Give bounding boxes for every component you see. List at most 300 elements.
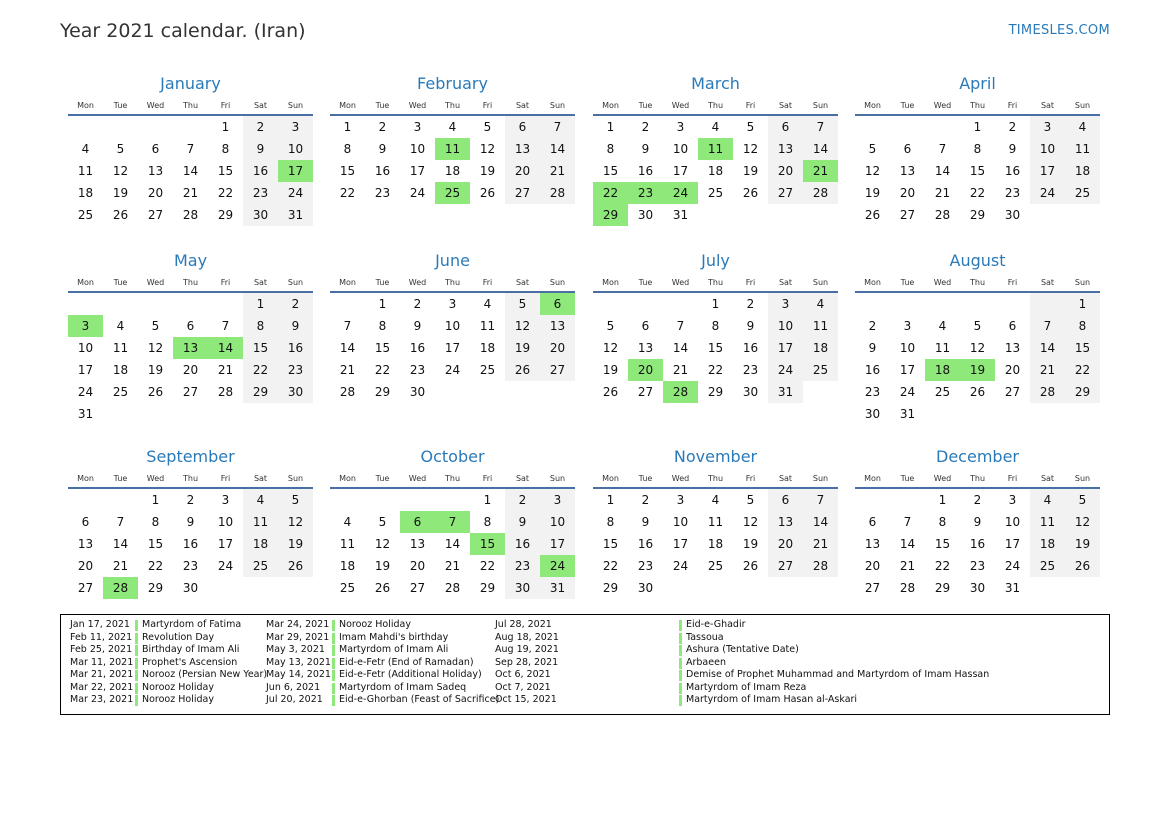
- calendar-day[interactable]: 28: [540, 182, 575, 204]
- calendar-day[interactable]: 6: [768, 489, 803, 511]
- calendar-day[interactable]: 7: [1030, 315, 1065, 337]
- calendar-day[interactable]: 15: [707, 341, 724, 355]
- calendar-day[interactable]: 3: [1008, 493, 1017, 507]
- calendar-day[interactable]: 9: [505, 511, 540, 533]
- calendar-day[interactable]: 12: [1065, 511, 1100, 533]
- calendar-day[interactable]: 18: [707, 164, 724, 178]
- holiday-day[interactable]: 14: [208, 337, 243, 359]
- calendar-day[interactable]: 5: [973, 319, 982, 333]
- calendar-day[interactable]: 11: [803, 315, 838, 337]
- calendar-day[interactable]: 5: [868, 142, 877, 156]
- calendar-day[interactable]: 13: [77, 537, 94, 551]
- calendar-day[interactable]: 11: [112, 341, 129, 355]
- calendar-day[interactable]: 12: [278, 511, 313, 533]
- calendar-day[interactable]: 21: [899, 559, 916, 573]
- calendar-day[interactable]: 8: [1065, 315, 1100, 337]
- calendar-day[interactable]: 3: [221, 493, 230, 507]
- calendar-day[interactable]: 14: [934, 164, 951, 178]
- calendar-day[interactable]: 21: [444, 559, 461, 573]
- calendar-day[interactable]: 14: [1030, 337, 1065, 359]
- calendar-day[interactable]: 31: [77, 407, 94, 421]
- calendar-day[interactable]: 18: [707, 537, 724, 551]
- calendar-day[interactable]: 14: [803, 511, 838, 533]
- calendar-day[interactable]: 6: [1008, 319, 1017, 333]
- calendar-day[interactable]: 18: [444, 164, 461, 178]
- calendar-day[interactable]: 9: [1008, 142, 1017, 156]
- calendar-day[interactable]: 29: [479, 581, 496, 595]
- calendar-day[interactable]: 20: [899, 186, 916, 200]
- calendar-day[interactable]: 17: [540, 533, 575, 555]
- calendar-day[interactable]: 10: [444, 319, 461, 333]
- calendar-day[interactable]: 14: [540, 138, 575, 160]
- calendar-day[interactable]: 29: [602, 581, 619, 595]
- calendar-day[interactable]: 24: [278, 182, 313, 204]
- calendar-day[interactable]: 30: [1004, 208, 1021, 222]
- calendar-day[interactable]: 7: [116, 515, 125, 529]
- calendar-day[interactable]: 8: [483, 515, 492, 529]
- calendar-day[interactable]: 2: [243, 116, 278, 138]
- calendar-day[interactable]: 10: [1004, 515, 1021, 529]
- calendar-day[interactable]: 1: [343, 120, 352, 134]
- calendar-day[interactable]: 22: [479, 559, 496, 573]
- calendar-day[interactable]: 13: [637, 341, 654, 355]
- calendar-day[interactable]: 17: [444, 341, 461, 355]
- calendar-day[interactable]: 16: [243, 160, 278, 182]
- calendar-day[interactable]: 23: [1004, 186, 1021, 200]
- calendar-day[interactable]: 12: [147, 341, 164, 355]
- calendar-day[interactable]: 22: [969, 186, 986, 200]
- calendar-day[interactable]: 28: [217, 385, 234, 399]
- holiday-day[interactable]: 17: [278, 160, 313, 182]
- calendar-day[interactable]: 25: [934, 385, 951, 399]
- calendar-day[interactable]: 1: [151, 493, 160, 507]
- calendar-day[interactable]: 16: [278, 337, 313, 359]
- calendar-day[interactable]: 1: [606, 493, 615, 507]
- calendar-day[interactable]: 19: [602, 363, 619, 377]
- calendar-day[interactable]: 11: [479, 319, 496, 333]
- calendar-day[interactable]: 6: [151, 142, 160, 156]
- calendar-day[interactable]: 6: [505, 116, 540, 138]
- calendar-day[interactable]: 15: [243, 337, 278, 359]
- holiday-day[interactable]: 13: [173, 337, 208, 359]
- calendar-day[interactable]: 25: [1030, 555, 1065, 577]
- holiday-day[interactable]: 28: [663, 381, 698, 403]
- calendar-day[interactable]: 4: [343, 515, 352, 529]
- calendar-day[interactable]: 27: [768, 555, 803, 577]
- calendar-day[interactable]: 4: [938, 319, 947, 333]
- calendar-day[interactable]: 8: [606, 515, 615, 529]
- calendar-day[interactable]: 10: [77, 341, 94, 355]
- calendar-day[interactable]: 12: [742, 142, 759, 156]
- calendar-day[interactable]: 19: [1065, 533, 1100, 555]
- calendar-day[interactable]: 5: [116, 142, 125, 156]
- calendar-day[interactable]: 14: [444, 537, 461, 551]
- calendar-day[interactable]: 13: [147, 164, 164, 178]
- calendar-day[interactable]: 1: [973, 120, 982, 134]
- calendar-day[interactable]: 15: [934, 537, 951, 551]
- calendar-day[interactable]: 1: [606, 120, 615, 134]
- calendar-day[interactable]: 13: [768, 511, 803, 533]
- calendar-day[interactable]: 15: [339, 164, 356, 178]
- calendar-day[interactable]: 1: [221, 120, 230, 134]
- calendar-day[interactable]: 2: [378, 120, 387, 134]
- calendar-day[interactable]: 30: [278, 381, 313, 403]
- calendar-day[interactable]: 21: [217, 363, 234, 377]
- calendar-day[interactable]: 19: [742, 537, 759, 551]
- calendar-day[interactable]: 18: [1065, 160, 1100, 182]
- calendar-day[interactable]: 20: [540, 337, 575, 359]
- calendar-day[interactable]: 12: [505, 315, 540, 337]
- calendar-day[interactable]: 13: [409, 537, 426, 551]
- calendar-day[interactable]: 29: [934, 581, 951, 595]
- calendar-day[interactable]: 18: [803, 337, 838, 359]
- calendar-day[interactable]: 23: [243, 182, 278, 204]
- calendar-day[interactable]: 2: [641, 120, 650, 134]
- calendar-day[interactable]: 6: [903, 142, 912, 156]
- calendar-day[interactable]: 30: [637, 208, 654, 222]
- holiday-day[interactable]: 19: [960, 359, 995, 381]
- calendar-day[interactable]: 21: [112, 559, 129, 573]
- calendar-day[interactable]: 21: [182, 186, 199, 200]
- calendar-day[interactable]: 15: [374, 341, 391, 355]
- calendar-day[interactable]: 3: [903, 319, 912, 333]
- calendar-day[interactable]: 30: [409, 385, 426, 399]
- calendar-day[interactable]: 20: [768, 533, 803, 555]
- calendar-day[interactable]: 4: [1030, 489, 1065, 511]
- calendar-day[interactable]: 8: [711, 319, 720, 333]
- calendar-day[interactable]: 15: [1065, 337, 1100, 359]
- calendar-day[interactable]: 16: [864, 363, 881, 377]
- calendar-day[interactable]: 28: [339, 385, 356, 399]
- calendar-day[interactable]: 9: [641, 515, 650, 529]
- calendar-day[interactable]: 17: [409, 164, 426, 178]
- calendar-day[interactable]: 27: [182, 385, 199, 399]
- calendar-day[interactable]: 28: [182, 208, 199, 222]
- calendar-day[interactable]: 17: [672, 537, 689, 551]
- calendar-day[interactable]: 21: [540, 160, 575, 182]
- calendar-day[interactable]: 16: [742, 341, 759, 355]
- calendar-day[interactable]: 14: [672, 341, 689, 355]
- calendar-day[interactable]: 19: [112, 186, 129, 200]
- calendar-day[interactable]: 8: [378, 319, 387, 333]
- calendar-day[interactable]: 19: [505, 337, 540, 359]
- calendar-day[interactable]: 30: [637, 581, 654, 595]
- calendar-day[interactable]: 3: [278, 116, 313, 138]
- holiday-day[interactable]: 3: [68, 315, 103, 337]
- calendar-day[interactable]: 10: [768, 315, 803, 337]
- calendar-day[interactable]: 20: [409, 559, 426, 573]
- calendar-day[interactable]: 14: [339, 341, 356, 355]
- calendar-day[interactable]: 12: [479, 142, 496, 156]
- calendar-day[interactable]: 28: [899, 581, 916, 595]
- holiday-day[interactable]: 24: [540, 555, 575, 577]
- calendar-day[interactable]: 15: [969, 164, 986, 178]
- calendar-day[interactable]: 20: [147, 186, 164, 200]
- calendar-day[interactable]: 10: [899, 341, 916, 355]
- calendar-day[interactable]: 16: [1004, 164, 1021, 178]
- calendar-day[interactable]: 17: [672, 164, 689, 178]
- holiday-day[interactable]: 11: [698, 138, 733, 160]
- calendar-day[interactable]: 24: [768, 359, 803, 381]
- calendar-day[interactable]: 29: [147, 581, 164, 595]
- calendar-day[interactable]: 16: [637, 164, 654, 178]
- calendar-day[interactable]: 23: [637, 559, 654, 573]
- calendar-day[interactable]: 20: [505, 160, 540, 182]
- calendar-day[interactable]: 18: [77, 186, 94, 200]
- calendar-day[interactable]: 8: [973, 142, 982, 156]
- calendar-day[interactable]: 23: [969, 559, 986, 573]
- calendar-day[interactable]: 4: [1065, 116, 1100, 138]
- calendar-day[interactable]: 13: [899, 164, 916, 178]
- calendar-day[interactable]: 3: [768, 293, 803, 315]
- calendar-day[interactable]: 28: [444, 581, 461, 595]
- calendar-day[interactable]: 15: [602, 164, 619, 178]
- holiday-day[interactable]: 6: [540, 293, 575, 315]
- calendar-day[interactable]: 19: [479, 164, 496, 178]
- calendar-day[interactable]: 5: [483, 120, 492, 134]
- calendar-day[interactable]: 6: [641, 319, 650, 333]
- calendar-day[interactable]: 28: [803, 182, 838, 204]
- calendar-day[interactable]: 21: [672, 363, 689, 377]
- calendar-day[interactable]: 8: [606, 142, 615, 156]
- calendar-day[interactable]: 2: [186, 493, 195, 507]
- calendar-day[interactable]: 10: [672, 142, 689, 156]
- calendar-day[interactable]: 11: [1030, 511, 1065, 533]
- calendar-day[interactable]: 23: [182, 559, 199, 573]
- calendar-day[interactable]: 3: [1030, 116, 1065, 138]
- calendar-day[interactable]: 17: [217, 537, 234, 551]
- calendar-day[interactable]: 21: [339, 363, 356, 377]
- calendar-day[interactable]: 16: [505, 533, 540, 555]
- calendar-day[interactable]: 26: [505, 359, 540, 381]
- calendar-day[interactable]: 7: [676, 319, 685, 333]
- calendar-day[interactable]: 22: [707, 363, 724, 377]
- calendar-day[interactable]: 4: [483, 297, 492, 311]
- calendar-day[interactable]: 19: [742, 164, 759, 178]
- calendar-day[interactable]: 24: [444, 363, 461, 377]
- calendar-day[interactable]: 15: [147, 537, 164, 551]
- calendar-day[interactable]: 11: [707, 515, 724, 529]
- calendar-day[interactable]: 13: [768, 138, 803, 160]
- site-link[interactable]: TIMESLES.COM: [1008, 23, 1110, 38]
- calendar-day[interactable]: 1: [938, 493, 947, 507]
- calendar-day[interactable]: 11: [934, 341, 951, 355]
- calendar-day[interactable]: 4: [711, 120, 720, 134]
- calendar-day[interactable]: 13: [505, 138, 540, 160]
- calendar-day[interactable]: 8: [938, 515, 947, 529]
- calendar-day[interactable]: 18: [243, 533, 278, 555]
- calendar-day[interactable]: 26: [969, 385, 986, 399]
- calendar-day[interactable]: 22: [243, 359, 278, 381]
- calendar-day[interactable]: 2: [413, 297, 422, 311]
- calendar-day[interactable]: 31: [540, 577, 575, 599]
- calendar-day[interactable]: 25: [707, 186, 724, 200]
- calendar-day[interactable]: 19: [864, 186, 881, 200]
- calendar-day[interactable]: 3: [676, 493, 685, 507]
- calendar-day[interactable]: 16: [637, 537, 654, 551]
- calendar-day[interactable]: 22: [339, 186, 356, 200]
- calendar-day[interactable]: 13: [540, 315, 575, 337]
- calendar-day[interactable]: 23: [409, 363, 426, 377]
- calendar-day[interactable]: 7: [186, 142, 195, 156]
- calendar-day[interactable]: 29: [374, 385, 391, 399]
- calendar-day[interactable]: 16: [409, 341, 426, 355]
- calendar-day[interactable]: 2: [505, 489, 540, 511]
- calendar-day[interactable]: 31: [278, 204, 313, 226]
- calendar-day[interactable]: 10: [1030, 138, 1065, 160]
- holiday-day[interactable]: 6: [400, 511, 435, 533]
- calendar-day[interactable]: 7: [343, 319, 352, 333]
- calendar-day[interactable]: 20: [77, 559, 94, 573]
- calendar-day[interactable]: 17: [77, 363, 94, 377]
- calendar-day[interactable]: 26: [742, 559, 759, 573]
- calendar-day[interactable]: 29: [969, 208, 986, 222]
- calendar-day[interactable]: 26: [112, 208, 129, 222]
- calendar-day[interactable]: 2: [278, 293, 313, 315]
- calendar-day[interactable]: 9: [868, 341, 877, 355]
- calendar-day[interactable]: 7: [903, 515, 912, 529]
- calendar-day[interactable]: 3: [540, 489, 575, 511]
- calendar-day[interactable]: 14: [182, 164, 199, 178]
- calendar-day[interactable]: 1: [1065, 293, 1100, 315]
- calendar-day[interactable]: 17: [899, 363, 916, 377]
- calendar-day[interactable]: 31: [899, 407, 916, 421]
- calendar-day[interactable]: 10: [217, 515, 234, 529]
- calendar-day[interactable]: 18: [479, 341, 496, 355]
- calendar-day[interactable]: 6: [768, 116, 803, 138]
- calendar-day[interactable]: 18: [1030, 533, 1065, 555]
- calendar-day[interactable]: 28: [803, 555, 838, 577]
- holiday-day[interactable]: 24: [663, 182, 698, 204]
- calendar-day[interactable]: 1: [483, 493, 492, 507]
- calendar-day[interactable]: 27: [540, 359, 575, 381]
- calendar-day[interactable]: 10: [540, 511, 575, 533]
- calendar-day[interactable]: 4: [81, 142, 90, 156]
- calendar-day[interactable]: 6: [81, 515, 90, 529]
- calendar-day[interactable]: 27: [409, 581, 426, 595]
- calendar-day[interactable]: 19: [147, 363, 164, 377]
- calendar-day[interactable]: 23: [278, 359, 313, 381]
- calendar-day[interactable]: 11: [77, 164, 94, 178]
- calendar-day[interactable]: 27: [505, 182, 540, 204]
- calendar-day[interactable]: 31: [672, 208, 689, 222]
- calendar-day[interactable]: 9: [973, 515, 982, 529]
- calendar-day[interactable]: 26: [742, 186, 759, 200]
- calendar-day[interactable]: 26: [864, 208, 881, 222]
- calendar-day[interactable]: 26: [602, 385, 619, 399]
- calendar-day[interactable]: 21: [1030, 359, 1065, 381]
- calendar-day[interactable]: 14: [803, 138, 838, 160]
- calendar-day[interactable]: 24: [77, 385, 94, 399]
- calendar-day[interactable]: 30: [505, 577, 540, 599]
- calendar-day[interactable]: 30: [742, 385, 759, 399]
- calendar-day[interactable]: 8: [221, 142, 230, 156]
- calendar-day[interactable]: 5: [151, 319, 160, 333]
- calendar-day[interactable]: 17: [1030, 160, 1065, 182]
- calendar-day[interactable]: 29: [243, 381, 278, 403]
- calendar-day[interactable]: 27: [77, 581, 94, 595]
- calendar-day[interactable]: 9: [243, 138, 278, 160]
- calendar-day[interactable]: 2: [973, 493, 982, 507]
- calendar-day[interactable]: 19: [374, 559, 391, 573]
- calendar-day[interactable]: 30: [864, 407, 881, 421]
- calendar-day[interactable]: 22: [374, 363, 391, 377]
- holiday-day[interactable]: 11: [435, 138, 470, 160]
- calendar-day[interactable]: 8: [343, 142, 352, 156]
- calendar-day[interactable]: 26: [479, 186, 496, 200]
- holiday-day[interactable]: 25: [435, 182, 470, 204]
- calendar-day[interactable]: 20: [864, 559, 881, 573]
- holiday-day[interactable]: 22: [593, 182, 628, 204]
- calendar-day[interactable]: 7: [540, 116, 575, 138]
- calendar-day[interactable]: 7: [803, 116, 838, 138]
- calendar-day[interactable]: 25: [112, 385, 129, 399]
- calendar-day[interactable]: 10: [409, 142, 426, 156]
- calendar-day[interactable]: 16: [969, 537, 986, 551]
- holiday-day[interactable]: 7: [435, 511, 470, 533]
- calendar-day[interactable]: 4: [243, 489, 278, 511]
- holiday-day[interactable]: 15: [470, 533, 505, 555]
- calendar-day[interactable]: 10: [672, 515, 689, 529]
- calendar-day[interactable]: 23: [374, 186, 391, 200]
- calendar-day[interactable]: 3: [676, 120, 685, 134]
- calendar-day[interactable]: 27: [1004, 385, 1021, 399]
- calendar-day[interactable]: 5: [746, 493, 755, 507]
- calendar-day[interactable]: 27: [899, 208, 916, 222]
- calendar-day[interactable]: 20: [182, 363, 199, 377]
- calendar-day[interactable]: 15: [217, 164, 234, 178]
- calendar-day[interactable]: 27: [768, 182, 803, 204]
- calendar-day[interactable]: 17: [1004, 537, 1021, 551]
- calendar-day[interactable]: 25: [339, 581, 356, 595]
- calendar-day[interactable]: 2: [746, 297, 755, 311]
- calendar-day[interactable]: 27: [864, 581, 881, 595]
- calendar-day[interactable]: 30: [182, 581, 199, 595]
- calendar-day[interactable]: 3: [413, 120, 422, 134]
- calendar-day[interactable]: 15: [602, 537, 619, 551]
- calendar-day[interactable]: 26: [1065, 555, 1100, 577]
- calendar-day[interactable]: 24: [409, 186, 426, 200]
- calendar-day[interactable]: 7: [803, 489, 838, 511]
- calendar-day[interactable]: 24: [1004, 559, 1021, 573]
- calendar-day[interactable]: 11: [1065, 138, 1100, 160]
- calendar-day[interactable]: 9: [378, 142, 387, 156]
- calendar-day[interactable]: 2: [641, 493, 650, 507]
- calendar-day[interactable]: 24: [899, 385, 916, 399]
- calendar-day[interactable]: 12: [742, 515, 759, 529]
- calendar-day[interactable]: 1: [243, 293, 278, 315]
- calendar-day[interactable]: 16: [374, 164, 391, 178]
- calendar-day[interactable]: 8: [243, 315, 278, 337]
- calendar-day[interactable]: 27: [637, 385, 654, 399]
- holiday-day[interactable]: 18: [925, 359, 960, 381]
- calendar-day[interactable]: 22: [1065, 359, 1100, 381]
- calendar-day[interactable]: 9: [641, 142, 650, 156]
- calendar-day[interactable]: 25: [479, 363, 496, 377]
- calendar-day[interactable]: 19: [278, 533, 313, 555]
- calendar-day[interactable]: 4: [711, 493, 720, 507]
- calendar-day[interactable]: 5: [746, 120, 755, 134]
- calendar-day[interactable]: 5: [1065, 489, 1100, 511]
- calendar-day[interactable]: 2: [1008, 120, 1017, 134]
- calendar-day[interactable]: 26: [278, 555, 313, 577]
- calendar-day[interactable]: 24: [217, 559, 234, 573]
- calendar-day[interactable]: 11: [339, 537, 356, 551]
- calendar-day[interactable]: 6: [868, 515, 877, 529]
- holiday-day[interactable]: 29: [593, 204, 628, 226]
- calendar-day[interactable]: 20: [768, 160, 803, 182]
- calendar-day[interactable]: 6: [186, 319, 195, 333]
